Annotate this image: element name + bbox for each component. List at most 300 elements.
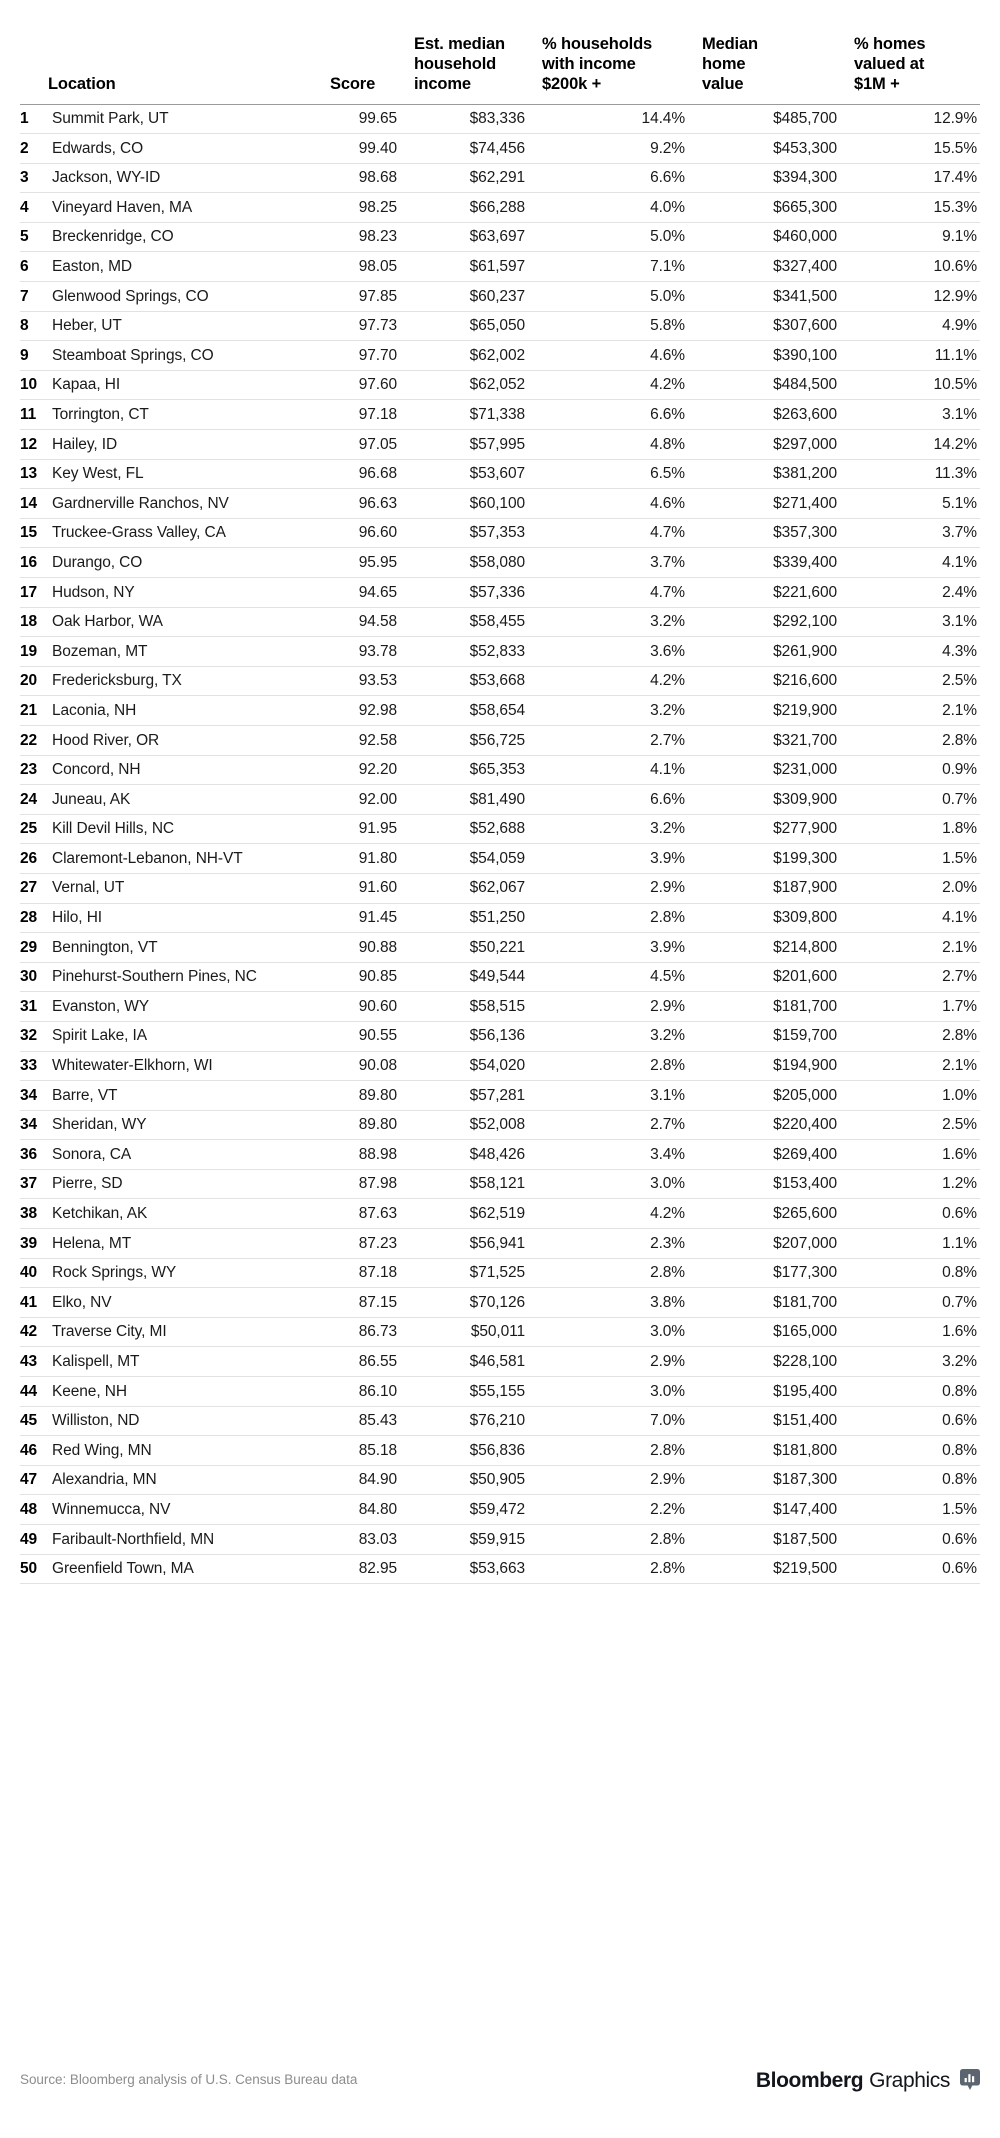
row-home-value: $177,300 <box>773 1264 837 1282</box>
row-median-income: $83,336 <box>469 110 525 128</box>
column-header-income-line-3: income <box>414 75 471 94</box>
row-median-income: $62,067 <box>469 879 525 897</box>
row-home-value: $219,900 <box>773 701 837 719</box>
row-rank: 33 <box>20 1057 38 1075</box>
row-rank: 34 <box>20 1086 38 1104</box>
column-header-median-household-income <box>400 0 528 104</box>
row-pct-200k: 2.8% <box>650 1264 685 1282</box>
row-score: 86.55 <box>358 1352 397 1370</box>
row-score: 93.78 <box>358 642 397 660</box>
row-rank: 39 <box>20 1234 38 1252</box>
row-pct-200k: 2.7% <box>650 1116 685 1134</box>
row-score: 90.60 <box>358 997 397 1015</box>
row-score: 85.43 <box>358 1412 397 1430</box>
row-location: Faribault-Northfield, MN <box>52 1530 215 1548</box>
row-location: Torrington, CT <box>52 405 149 423</box>
row-pct-200k: 5.8% <box>650 317 685 335</box>
row-rank: 25 <box>20 820 38 838</box>
row-rank: 9 <box>20 346 29 364</box>
row-rank: 46 <box>20 1441 38 1459</box>
row-pct-1m: 2.7% <box>942 968 977 986</box>
row-pct-200k: 3.2% <box>650 1027 685 1045</box>
row-median-income: $56,725 <box>469 731 525 749</box>
row-pct-1m: 3.2% <box>942 1352 977 1370</box>
row-median-income: $62,519 <box>469 1205 525 1223</box>
row-score: 83.03 <box>358 1530 397 1548</box>
row-rank: 40 <box>20 1264 38 1282</box>
row-home-value: $327,400 <box>773 258 837 276</box>
row-pct-200k: 6.6% <box>650 405 685 423</box>
row-pct-1m: 1.6% <box>942 1323 977 1341</box>
table-row <box>20 1199 980 1229</box>
column-header-income-line-1: Est. median <box>414 35 505 54</box>
row-score: 87.15 <box>358 1293 397 1311</box>
row-pct-200k: 3.1% <box>650 1086 685 1104</box>
table-row <box>20 903 980 933</box>
row-rank: 12 <box>20 435 38 453</box>
row-location: Summit Park, UT <box>52 110 169 128</box>
row-score: 90.08 <box>358 1057 397 1075</box>
row-pct-200k: 4.6% <box>650 494 685 512</box>
row-rank: 23 <box>20 761 38 779</box>
column-header-pct-homes-1m <box>840 0 980 104</box>
row-home-value: $271,400 <box>773 494 837 512</box>
row-rank: 20 <box>20 672 38 690</box>
row-pct-200k: 3.9% <box>650 938 685 956</box>
table-row <box>20 962 980 992</box>
row-home-value: $665,300 <box>773 198 837 216</box>
table-row <box>20 992 980 1022</box>
row-median-income: $63,697 <box>469 228 525 246</box>
row-median-income: $70,126 <box>469 1293 525 1311</box>
table-row <box>20 1051 980 1081</box>
row-pct-1m: 5.1% <box>942 494 977 512</box>
row-location: Oak Harbor, WA <box>52 613 163 631</box>
row-rank: 24 <box>20 790 38 808</box>
row-home-value: $216,600 <box>773 672 837 690</box>
row-home-value: $381,200 <box>773 465 837 483</box>
row-pct-200k: 2.3% <box>650 1234 685 1252</box>
row-score: 87.18 <box>358 1264 397 1282</box>
row-location: Keene, NH <box>52 1382 127 1400</box>
row-home-value: $460,000 <box>773 228 837 246</box>
row-home-value: $292,100 <box>773 613 837 631</box>
table-row <box>20 1554 980 1584</box>
row-home-value: $159,700 <box>773 1027 837 1045</box>
row-score: 94.58 <box>358 613 397 631</box>
row-median-income: $57,336 <box>469 583 525 601</box>
row-rank: 17 <box>20 583 38 601</box>
row-score: 91.80 <box>358 849 397 867</box>
row-location: Winnemucca, NV <box>52 1500 171 1518</box>
row-pct-1m: 14.2% <box>933 435 977 453</box>
table-row <box>20 696 980 726</box>
row-median-income: $53,663 <box>469 1560 525 1578</box>
column-header-income-line-2: household <box>414 55 497 74</box>
row-pct-200k: 4.1% <box>650 761 685 779</box>
row-rank: 15 <box>20 524 38 542</box>
row-pct-1m: 3.1% <box>942 405 977 423</box>
row-pct-200k: 6.5% <box>650 465 685 483</box>
table-row <box>20 1495 980 1525</box>
row-score: 91.45 <box>358 909 397 927</box>
row-pct-1m: 0.6% <box>942 1530 977 1548</box>
row-rank: 5 <box>20 228 29 246</box>
row-pct-200k: 2.8% <box>650 1560 685 1578</box>
row-pct-1m: 0.8% <box>942 1382 977 1400</box>
row-score: 97.05 <box>358 435 397 453</box>
row-home-value: $147,400 <box>773 1500 837 1518</box>
row-score: 99.40 <box>358 139 397 157</box>
row-rank: 10 <box>20 376 38 394</box>
row-median-income: $50,011 <box>470 1323 525 1341</box>
row-median-income: $56,136 <box>469 1027 525 1045</box>
row-score: 96.68 <box>358 465 397 483</box>
row-median-income: $59,915 <box>469 1530 525 1548</box>
row-location: Gardnerville Ranchos, NV <box>52 494 229 512</box>
row-home-value: $390,100 <box>773 346 837 364</box>
table-row <box>20 1377 980 1407</box>
row-location: Fredericksburg, TX <box>52 672 182 690</box>
row-median-income: $66,288 <box>469 198 525 216</box>
row-home-value: $263,600 <box>773 405 837 423</box>
column-header-homeval-line-3: value <box>702 75 744 94</box>
row-pct-1m: 1.5% <box>942 1500 977 1518</box>
row-rank: 29 <box>20 938 38 956</box>
row-score: 90.55 <box>358 1027 397 1045</box>
row-rank: 22 <box>20 731 38 749</box>
row-score: 91.60 <box>358 879 397 897</box>
row-pct-1m: 0.7% <box>942 1293 977 1311</box>
row-pct-1m: 0.8% <box>942 1441 977 1459</box>
row-rank: 11 <box>20 405 37 423</box>
table-row <box>20 785 980 815</box>
table-row <box>20 282 980 312</box>
row-location: Sonora, CA <box>52 1145 132 1163</box>
row-location: Traverse City, MI <box>52 1323 167 1341</box>
row-pct-1m: 4.9% <box>942 317 977 335</box>
row-score: 97.60 <box>358 376 397 394</box>
row-rank: 6 <box>20 258 29 276</box>
row-score: 98.05 <box>358 258 397 276</box>
column-header-pct200k-line-1: % households <box>542 35 653 54</box>
row-median-income: $58,455 <box>469 613 525 631</box>
column-header-median-home-value <box>688 0 840 104</box>
row-median-income: $62,002 <box>469 346 525 364</box>
row-median-income: $48,426 <box>469 1145 525 1163</box>
row-score: 91.95 <box>358 820 397 838</box>
row-score: 89.80 <box>358 1116 397 1134</box>
row-home-value: $277,900 <box>773 820 837 838</box>
row-pct-1m: 2.1% <box>942 701 977 719</box>
row-pct-200k: 2.9% <box>650 997 685 1015</box>
row-score: 98.23 <box>358 228 397 246</box>
table-row <box>20 459 980 489</box>
table-row <box>20 341 980 371</box>
row-median-income: $50,905 <box>469 1471 525 1489</box>
row-pct-1m: 0.7% <box>942 790 977 808</box>
row-median-income: $51,250 <box>469 909 525 927</box>
table-row <box>20 134 980 164</box>
row-home-value: $339,400 <box>773 553 837 571</box>
row-rank: 1 <box>20 110 29 128</box>
column-header-location <box>48 0 320 104</box>
row-home-value: $201,600 <box>773 968 837 986</box>
row-median-income: $58,654 <box>469 701 525 719</box>
row-pct-1m: 12.9% <box>933 287 977 305</box>
table-body <box>20 104 980 1584</box>
row-median-income: $62,291 <box>469 169 525 187</box>
row-home-value: $214,800 <box>773 938 837 956</box>
row-location: Elko, NV <box>52 1293 112 1311</box>
row-location: Vineyard Haven, MA <box>52 198 193 216</box>
row-score: 98.68 <box>358 169 397 187</box>
row-location: Bennington, VT <box>52 938 158 956</box>
row-location: Juneau, AK <box>52 790 131 808</box>
row-home-value: $165,000 <box>773 1323 837 1341</box>
row-pct-200k: 3.7% <box>650 553 685 571</box>
row-rank: 37 <box>20 1175 38 1193</box>
row-rank: 26 <box>20 849 38 867</box>
table-header <box>20 0 980 104</box>
row-median-income: $74,456 <box>469 139 525 157</box>
row-location: Kapaa, HI <box>52 376 121 394</box>
row-pct-200k: 3.4% <box>650 1145 685 1163</box>
row-location: Kalispell, MT <box>52 1352 140 1370</box>
row-pct-1m: 1.7% <box>942 997 977 1015</box>
row-home-value: $205,000 <box>773 1086 837 1104</box>
row-pct-200k: 4.7% <box>650 583 685 601</box>
column-header-pct200k-line-2: with income <box>542 55 636 74</box>
row-location: Rock Springs, WY <box>52 1264 177 1282</box>
row-pct-1m: 0.6% <box>942 1205 977 1223</box>
row-rank: 21 <box>20 701 38 719</box>
row-location: Laconia, NH <box>52 701 137 719</box>
row-rank: 19 <box>20 642 38 660</box>
row-home-value: $194,900 <box>773 1057 837 1075</box>
row-location: Easton, MD <box>52 258 132 276</box>
row-median-income: $46,581 <box>469 1352 525 1370</box>
table-row <box>20 814 980 844</box>
row-location: Hood River, OR <box>52 731 160 749</box>
row-score: 97.70 <box>358 346 397 364</box>
row-score: 86.10 <box>358 1382 397 1400</box>
row-score: 85.18 <box>358 1441 397 1459</box>
row-pct-200k: 3.0% <box>650 1175 685 1193</box>
row-rank: 27 <box>20 879 38 897</box>
row-median-income: $52,833 <box>469 642 525 660</box>
table-row <box>20 755 980 785</box>
row-home-value: $341,500 <box>773 287 837 305</box>
table-row <box>20 725 980 755</box>
row-location: Barre, VT <box>52 1086 118 1104</box>
row-rank: 48 <box>20 1500 38 1518</box>
row-home-value: $309,800 <box>773 909 837 927</box>
brand-name: Bloomberg <box>755 2068 864 2092</box>
table-row <box>20 1525 980 1555</box>
row-pct-1m: 2.4% <box>942 583 977 601</box>
row-pct-200k: 4.2% <box>650 1205 685 1223</box>
row-score: 89.80 <box>358 1086 397 1104</box>
row-location: Pinehurst-Southern Pines, NC <box>52 968 257 986</box>
footer <box>20 2060 980 2100</box>
bloomberg-graphics-logo <box>756 2069 980 2091</box>
table-row <box>20 578 980 608</box>
brand-subtitle: Graphics <box>869 2068 950 2092</box>
row-pct-1m: 2.5% <box>942 1116 977 1134</box>
row-pct-200k: 2.8% <box>650 1441 685 1459</box>
row-score: 99.65 <box>358 110 397 128</box>
row-score: 87.23 <box>358 1234 397 1252</box>
row-home-value: $297,000 <box>773 435 837 453</box>
row-pct-1m: 0.6% <box>942 1412 977 1430</box>
row-rank: 45 <box>20 1412 38 1430</box>
row-median-income: $57,995 <box>469 435 525 453</box>
row-location: Claremont-Lebanon, NH-VT <box>52 849 243 867</box>
row-rank: 4 <box>20 198 29 216</box>
row-location: Helena, MT <box>52 1234 132 1252</box>
row-rank: 47 <box>20 1471 38 1489</box>
row-home-value: $199,300 <box>773 849 837 867</box>
row-home-value: $261,900 <box>773 642 837 660</box>
row-rank: 49 <box>20 1530 38 1548</box>
row-location: Edwards, CO <box>52 139 144 157</box>
table-row <box>20 1021 980 1051</box>
row-score: 98.25 <box>358 198 397 216</box>
row-rank: 50 <box>20 1560 38 1578</box>
table-row <box>20 163 980 193</box>
row-pct-200k: 3.0% <box>650 1323 685 1341</box>
row-home-value: $220,400 <box>773 1116 837 1134</box>
row-home-value: $269,400 <box>773 1145 837 1163</box>
row-home-value: $394,300 <box>773 169 837 187</box>
row-home-value: $151,400 <box>773 1412 837 1430</box>
row-median-income: $57,353 <box>469 524 525 542</box>
row-score: 96.63 <box>358 494 397 512</box>
row-pct-1m: 10.6% <box>933 258 977 276</box>
row-location: Evanston, WY <box>52 997 150 1015</box>
row-median-income: $62,052 <box>469 376 525 394</box>
column-header-pct1m-line-2: valued at <box>854 55 925 74</box>
row-home-value: $485,700 <box>773 110 837 128</box>
row-median-income: $81,490 <box>469 790 525 808</box>
row-location: Concord, NH <box>52 761 141 779</box>
row-pct-200k: 7.1% <box>650 258 685 276</box>
row-score: 92.20 <box>358 761 397 779</box>
row-location: Bozeman, MT <box>52 642 148 660</box>
row-median-income: $57,281 <box>469 1086 525 1104</box>
row-pct-200k: 4.8% <box>650 435 685 453</box>
row-rank: 18 <box>20 613 38 631</box>
row-score: 84.80 <box>358 1500 397 1518</box>
row-location: Hailey, ID <box>52 435 118 453</box>
row-score: 84.90 <box>358 1471 397 1489</box>
column-header-pct-households-200k <box>528 0 688 104</box>
row-rank: 16 <box>20 553 38 571</box>
row-home-value: $207,000 <box>773 1234 837 1252</box>
row-median-income: $65,353 <box>469 761 525 779</box>
row-median-income: $60,100 <box>469 494 525 512</box>
row-rank: 14 <box>20 494 38 512</box>
table-row <box>20 1110 980 1140</box>
ranking-table <box>20 0 980 1584</box>
row-pct-1m: 1.1% <box>942 1234 977 1252</box>
row-home-value: $221,600 <box>773 583 837 601</box>
column-header-score-line-1: Score <box>330 75 376 94</box>
row-rank: 28 <box>20 909 38 927</box>
row-pct-200k: 6.6% <box>650 169 685 187</box>
row-median-income: $58,515 <box>469 997 525 1015</box>
row-location: Whitewater-Elkhorn, WI <box>52 1057 213 1075</box>
row-pct-200k: 3.6% <box>650 642 685 660</box>
row-median-income: $65,050 <box>469 317 525 335</box>
row-home-value: $187,300 <box>773 1471 837 1489</box>
table-row <box>20 873 980 903</box>
row-pct-200k: 3.2% <box>650 820 685 838</box>
row-location: Steamboat Springs, CO <box>52 346 214 364</box>
table-row <box>20 1081 980 1111</box>
row-rank: 31 <box>20 997 38 1015</box>
row-home-value: $181,800 <box>773 1441 837 1459</box>
row-pct-200k: 3.9% <box>650 849 685 867</box>
row-median-income: $53,607 <box>469 465 525 483</box>
row-rank: 36 <box>20 1145 38 1163</box>
row-location: Red Wing, MN <box>52 1441 152 1459</box>
table-row <box>20 518 980 548</box>
table-row <box>20 400 980 430</box>
row-pct-200k: 4.5% <box>650 968 685 986</box>
row-score: 95.95 <box>358 553 397 571</box>
row-median-income: $49,544 <box>469 968 525 986</box>
row-location: Kill Devil Hills, NC <box>52 820 175 838</box>
table-row <box>20 252 980 282</box>
row-pct-200k: 9.2% <box>650 139 685 157</box>
row-location: Jackson, WY-ID <box>52 169 161 187</box>
column-header-pct200k-line-3: $200k + <box>542 75 602 94</box>
row-rank: 32 <box>20 1027 38 1045</box>
row-pct-200k: 3.2% <box>650 701 685 719</box>
row-home-value: $187,500 <box>773 1530 837 1548</box>
row-rank: 43 <box>20 1352 38 1370</box>
row-score: 92.00 <box>358 790 397 808</box>
row-score: 90.85 <box>358 968 397 986</box>
row-home-value: $484,500 <box>773 376 837 394</box>
row-median-income: $71,525 <box>469 1264 525 1282</box>
row-pct-200k: 2.9% <box>650 1352 685 1370</box>
row-score: 97.18 <box>358 405 397 423</box>
row-location: Durango, CO <box>52 553 143 571</box>
row-pct-1m: 10.5% <box>933 376 977 394</box>
row-home-value: $195,400 <box>773 1382 837 1400</box>
row-pct-1m: 17.4% <box>933 169 977 187</box>
row-pct-1m: 1.6% <box>942 1145 977 1163</box>
row-location: Greenfield Town, MA <box>52 1560 194 1578</box>
row-pct-200k: 4.2% <box>650 672 685 690</box>
table-row <box>20 489 980 519</box>
row-score: 88.98 <box>358 1145 397 1163</box>
row-pct-1m: 2.5% <box>942 672 977 690</box>
row-pct-1m: 12.9% <box>933 110 977 128</box>
row-pct-200k: 14.4% <box>641 110 685 128</box>
table-row <box>20 1406 980 1436</box>
row-median-income: $76,210 <box>469 1412 525 1430</box>
column-header-rank <box>20 0 48 104</box>
row-pct-200k: 4.7% <box>650 524 685 542</box>
row-score: 92.98 <box>358 701 397 719</box>
row-home-value: $153,400 <box>773 1175 837 1193</box>
row-location: Pierre, SD <box>52 1175 123 1193</box>
row-median-income: $61,597 <box>469 258 525 276</box>
